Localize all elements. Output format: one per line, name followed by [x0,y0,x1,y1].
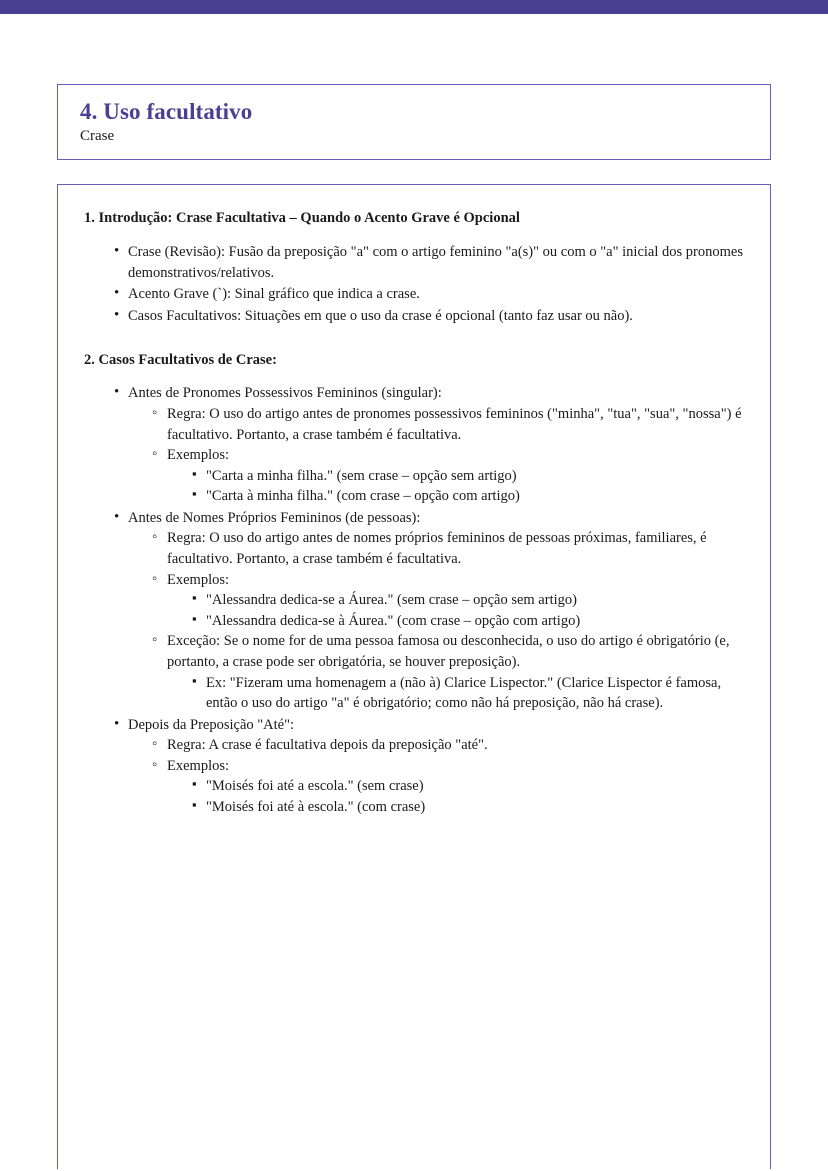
title-block [57,84,771,160]
list-item-text: Casos Facultativos: Situações em que o uso da crase é opcional (tanto faz usar ou não). [128,308,633,325]
top-accent-bar [0,0,828,14]
list-item-text: Exemplos: [167,571,230,588]
page-subtitle: Crase [80,128,115,145]
document-page [0,84,828,1169]
list-item [114,306,744,327]
list-item [152,735,744,756]
list-item-text: Acento Grave (`): Sinal gráfico que indica a crase. [128,286,420,303]
example-list [167,590,744,631]
section-list [84,242,744,326]
list-item [191,797,744,818]
list-item-text: Antes de Pronomes Possessivos Femininos (singular): [128,385,442,402]
section-list [84,383,744,817]
list-item [191,486,744,507]
list-item-text: "Moisés foi até à escola." (com crase) [206,799,426,815]
list-item [114,284,744,305]
list-item-text: Exemplos: [167,757,230,774]
example-list [167,466,744,507]
list-item-text: "Alessandra dedica-se à Áurea." (com crase – opção com artigo) [206,612,581,629]
section-heading: 2. Casos Facultativos de Crase: [84,351,277,368]
list-item [114,508,744,714]
list-item-text: Regra: A crase é facultativa depois da preposição "até". [167,737,488,754]
list-item-text: "Carta a minha filha." (sem crase – opção sem artigo) [206,467,517,484]
list-item-text: Depois da Preposição "Até": [128,716,295,733]
list-item-text: Antes de Nomes Próprios Femininos (de pessoas): [128,509,421,526]
sub-list [128,528,744,713]
list-item [191,611,744,632]
list-item [114,242,744,283]
list-item-text: Crase (Revisão): Fusão da preposição "a" com o artigo feminino "a(s)" ou com o "a" inicial dos pronomes demonstrativos/relativos. [128,244,743,281]
list-item-text: "Carta à minha filha." (com crase – opção com artigo) [206,488,520,505]
list-item-text: "Alessandra dedica-se a Áurea." (sem crase – opção sem artigo) [206,592,577,609]
sub-list [128,404,744,507]
list-item [191,673,744,714]
list-item [152,631,744,713]
example-list [167,673,744,714]
list-item [152,404,744,445]
content-block [57,184,771,1169]
list-item-text: Exemplos: [167,447,230,464]
section-heading: 1. Introdução: Crase Facultativa – Quando o Acento Grave é Opcional [84,210,520,227]
list-item-text: Regra: O uso do artigo antes de pronomes possessivos femininos ("minha", "tua", "sua", "nossa") é facultativo. Portanto, a crase também é facultativa. [167,406,742,443]
list-item [191,590,744,611]
list-item [152,528,744,569]
list-item-text: Regra: O uso do artigo antes de nomes próprios femininos de pessoas próximas, familiares, é facultativo. Portanto, a crase também é facultativa. [167,530,707,568]
list-item [152,756,744,818]
list-item-text: Exceção: Se o nome for de uma pessoa famosa ou desconhecida, o uso do artigo é obrigatório (e, portanto, a crase pode ser obrigatória, se houver preposição). [167,633,730,670]
list-item [114,715,744,818]
list-item [191,466,744,487]
sub-list [128,735,744,817]
example-list [167,776,744,817]
list-item [152,570,744,632]
list-item-text: "Moisés foi até a escola." (sem crase) [206,778,424,795]
list-item-text: Ex: "Fizeram uma homenagem a (não à) Clarice Lispector." (Clarice Lispector é famosa, então o uso do artigo "a" é obrigatório; como não há preposição, não há crase). [206,674,722,712]
list-item [191,776,744,797]
list-item [152,445,744,507]
list-item [114,383,744,506]
page-title: 4. Uso facultativo [80,99,253,124]
